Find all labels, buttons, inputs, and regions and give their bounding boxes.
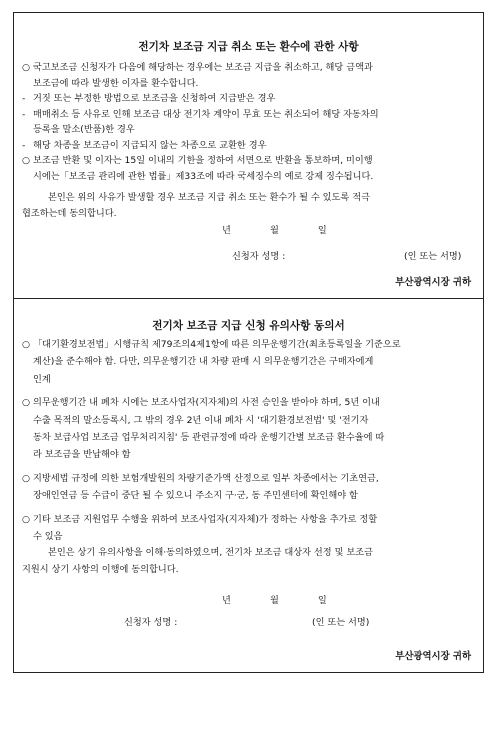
circle-bullet-icon: ○: [22, 397, 31, 409]
date-day-label: 일: [317, 225, 327, 236]
item-line: 장애인연금 등 수급이 중단 될 수 있으니 주소지 구·군, 동 주민센터에 확인해야 함: [33, 490, 358, 502]
circle-bullet-icon: ○: [22, 339, 31, 350]
item-line: 의무운행기간 내 폐차 시에는 보조사업자(지자체)의 사전 승인을 받아야 하며, 5년 이내: [33, 397, 380, 409]
section2-agreement: [22, 544, 475, 578]
section1-item-list: [22, 60, 475, 184]
agreement-line: 본인은 상기 유의사항을 이해·동의하였으며, 전기차 보조금 대상자 선정 및 보조금: [48, 547, 374, 558]
item-line: 수출 목적의 말소등록시, 그 밖의 경우 2년 이내 폐차 시 '대기환경보전법' 및 '전기자: [33, 414, 369, 426]
agreement-line: 지원시 상기 사항의 이행에 동의합니다.: [22, 564, 179, 575]
section2-item: [22, 336, 475, 388]
section1-item: [22, 91, 475, 107]
section1-item: [22, 60, 475, 91]
item-line: 해당 차종을 보조금이 지급되지 않는 차종으로 교환한 경우: [33, 139, 267, 151]
notice-consent-section: [13, 298, 484, 673]
item-line: 수 있음: [33, 531, 63, 543]
agreement-line: 협조하는데 동의합니다.: [22, 207, 117, 219]
agreement-line: 본인은 위의 사유가 발생할 경우 보조금 지급 취소 또는 환수가 될 수 있도록 적극: [48, 192, 370, 203]
item-line: 라 보조금을 반납해야 함: [33, 449, 131, 461]
item-line: 계산)을 준수해야 함. 다만, 의무운행기간 내 차량 판매 시 의무운행기간은 구매자에게: [33, 356, 374, 368]
dash-bullet-icon: -: [22, 108, 26, 120]
dash-bullet-icon: -: [22, 139, 26, 151]
item-line: 기타 보조금 지원업무 수행을 위하여 보조사업자(지자체)가 정하는 사항을 추가로 정할: [33, 513, 378, 525]
section1-date: [204, 222, 345, 236]
item-line: 국고보조금 신청자가 다음에 해당하는 경우에는 보조금 지급을 취소하고, 해당 금액과: [33, 62, 373, 73]
section2-applicant-name-label: 신청자 성명 :: [124, 617, 178, 628]
dash-bullet-icon: -: [22, 93, 26, 104]
section2-item: [22, 470, 475, 505]
section2-title: 전기차 보조금 지급 신청 유의사항 동의서: [152, 320, 345, 332]
item-line: 동차 보급사업 보조금 업무처리지침' 등 관련규정에 따라 운행기간별 보조금 환수율에 따: [33, 432, 385, 444]
item-line: 인계: [33, 373, 51, 385]
item-line: 거짓 또는 부정한 방법으로 보조금을 신청하여 지급받은 경우: [33, 93, 276, 104]
section1-item: [22, 153, 475, 184]
circle-bullet-icon: ○: [22, 472, 31, 484]
refund-consent-section: [13, 12, 484, 298]
section1-item: [22, 107, 475, 138]
item-line: 지방세법 규정에 의한 보험개발원의 차량기준가액 산정으로 일부 차종에서는 기초연금,: [33, 472, 379, 484]
section1-title: 전기차 보조금 지급 취소 또는 환수에 관한 사항: [138, 41, 359, 53]
section2-seal-label: (인 또는 서명): [312, 617, 370, 628]
section2-date: [204, 592, 345, 606]
item-line: 시에는「보조금 관리에 관한 법률」제33조에 따라 국세징수의 예로 강제 징수됩니다.: [33, 170, 374, 182]
circle-bullet-icon: ○: [22, 155, 31, 166]
item-line: 보조금에 따라 발생한 이자를 환수합니다.: [33, 77, 199, 89]
section1-recipient: 부산광역시장 귀하: [395, 277, 471, 288]
circle-bullet-icon: ○: [22, 513, 31, 525]
item-line: 보조금 반환 및 이자는 15일 이내의 기한을 정하여 서면으로 반환을 통보하며, 미이행: [33, 155, 373, 166]
date-day-label: 일: [317, 595, 327, 606]
section1-agreement: [22, 190, 475, 221]
section2-recipient: 부산광역시장 귀하: [395, 651, 471, 662]
item-line: 「대기환경보전법」시행규칙 제79조의4제1항에 따른 의무운행기간(최초등록일을 기준으로: [33, 339, 401, 350]
section1-item: [22, 138, 475, 154]
section2-item: [22, 511, 475, 546]
date-month-label: 월: [269, 595, 279, 606]
item-line: 매매취소 등 사유로 인해 보조금 대상 전기차 계약이 무효 또는 취소되어 해당 자동차의: [33, 108, 379, 120]
section2-item-list: [22, 336, 475, 545]
date-year-label: 년: [222, 225, 231, 236]
date-year-label: 년: [222, 595, 231, 606]
section1-seal-label: (인 또는 서명): [404, 251, 462, 262]
section1-applicant-name-label: 신청자 성명 :: [232, 251, 286, 262]
item-line: 등록을 말소(반품)한 경우: [33, 124, 135, 135]
date-month-label: 월: [269, 225, 279, 236]
circle-bullet-icon: ○: [22, 62, 31, 73]
section2-item: [22, 394, 475, 464]
